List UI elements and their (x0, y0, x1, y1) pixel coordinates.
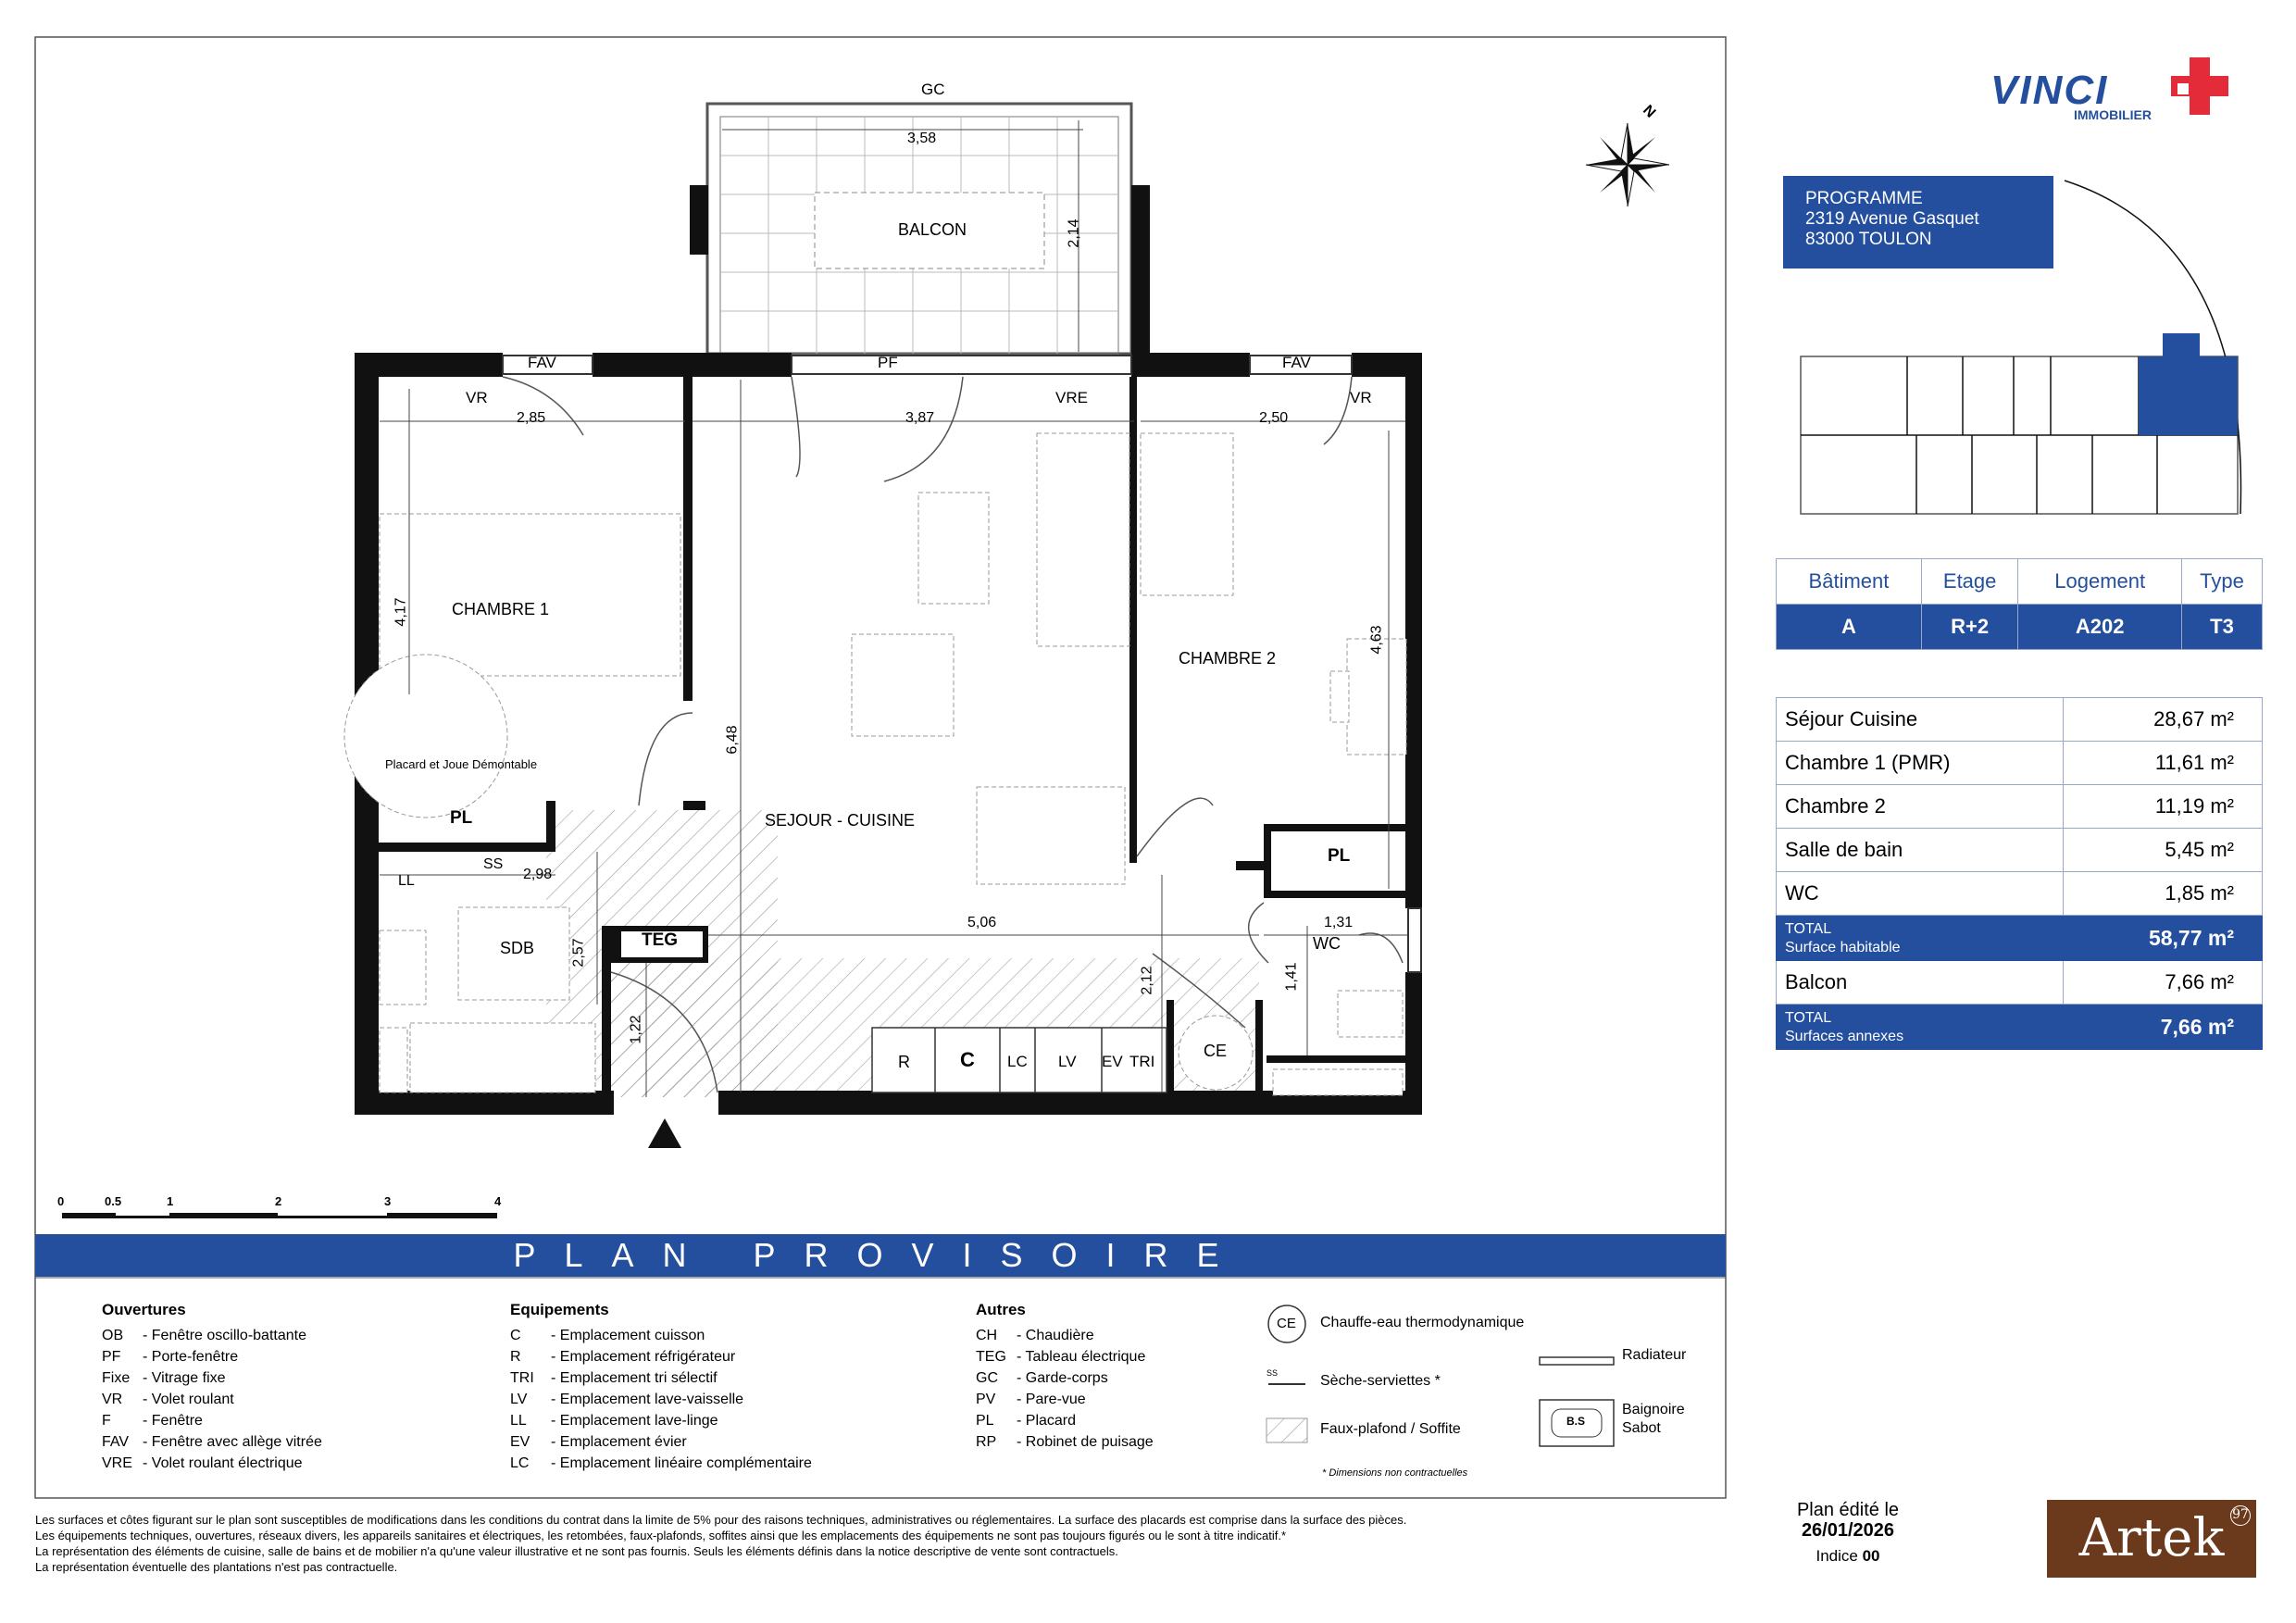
dim-2-57: 2,57 (570, 938, 587, 968)
indice-label: Indice (1816, 1547, 1858, 1565)
scale-0: 0 (57, 1194, 65, 1208)
legend-bs-code: B.S (1566, 1415, 1586, 1428)
legend-item-code: EV (510, 1434, 530, 1450)
legend-autres-title: Autres (976, 1301, 1026, 1318)
surface-value: 5,45 m² (2064, 829, 2263, 872)
total-habitable-line1: TOTAL (1785, 921, 1832, 937)
surface-label: Salle de bain (1777, 829, 2064, 872)
surface-value: 28,67 m² (2064, 698, 2263, 742)
legend-item (102, 1431, 322, 1453)
legend-ss-code: SS (1267, 1368, 1279, 1378)
legend-item-text: - Porte-fenêtre (143, 1349, 239, 1365)
surfaces-table (1776, 697, 2263, 1050)
legend-item (510, 1431, 812, 1453)
dim-4-63: 4,63 (1368, 625, 1385, 655)
dim-1-22: 1,22 (628, 1015, 644, 1044)
label-vre: VRE (1055, 389, 1088, 406)
programme-city: 83000 TOULON (1805, 230, 1932, 249)
legend-item-code: Fixe (102, 1370, 131, 1386)
dim-2-14: 2,14 (1066, 218, 1082, 248)
legend-item-code: F (102, 1413, 111, 1429)
label-lv: LV (1058, 1053, 1077, 1070)
disclaimer-line: Les équipements techniques, ouvertures, réseaux divers, les appareils sanitaires et électriques, les retombées, faux-plafonds, soffites ainsi que les emplacements des équipements ne sont pas toujours figurés ou le sont à titre indicatif.* (35, 1529, 1287, 1542)
info-header-row (1777, 559, 2263, 605)
total-annex-line2: Surfaces annexes (1785, 1029, 1904, 1044)
vinci-logo-text: VINCI (1990, 68, 2109, 113)
info-value-batiment: A (1777, 605, 1922, 650)
disclaimer (35, 1512, 1665, 1575)
legend-item-text: - Vitrage fixe (143, 1370, 226, 1386)
legend-item (976, 1431, 1154, 1453)
plan-provisoire-banner: PLAN PROVISOIRE (35, 1234, 1726, 1277)
surface-label: Chambre 2 (1777, 785, 2064, 829)
legend-item (510, 1410, 812, 1431)
legend-ce-text: Chauffe-eau thermodynamique (1320, 1315, 1525, 1330)
legend-item (976, 1325, 1154, 1346)
programme-box (1783, 176, 2053, 268)
label-c: C (960, 1048, 975, 1071)
legend-item-text: - Placard (1017, 1413, 1077, 1429)
edition-block (1778, 1500, 1918, 1567)
legend-item (102, 1325, 322, 1346)
disclaimer-line: La représentation éventuelle des plantations n'est pas contractuelle. (35, 1560, 398, 1574)
legend-item-code: GC (976, 1370, 998, 1386)
scale-2: 2 (275, 1194, 282, 1208)
label-ev: EV (1102, 1053, 1123, 1070)
legend-item-text: - Emplacement lave-linge (551, 1413, 718, 1429)
room-wc: WC (1313, 934, 1341, 953)
legend-item-text: - Volet roulant (143, 1392, 234, 1407)
legend-radiateur-symbol (1540, 1357, 1614, 1365)
total-habitable-label (1777, 916, 2064, 961)
legend-baignoire-text: Baignoire Sabot (1622, 1402, 1685, 1436)
label-r: R (898, 1053, 910, 1071)
legend-item (976, 1389, 1154, 1410)
total-habitable-value: 58,77 m² (2064, 916, 2263, 961)
scale-1: 1 (167, 1194, 174, 1208)
annex-row (1777, 961, 2263, 1005)
label-tri: TRI (1129, 1053, 1155, 1070)
key-plan-highlight (2139, 356, 2238, 435)
dim-2-85: 2,85 (517, 410, 546, 426)
legend-item-code: TRI (510, 1370, 534, 1386)
artek-name: Artek (2078, 1508, 2225, 1568)
legend-item-text: - Fenêtre oscillo-battante (143, 1328, 306, 1343)
info-header-batiment: Bâtiment (1777, 559, 1922, 605)
dim-3-58: 3,58 (907, 131, 937, 146)
dim-6-48: 6,48 (724, 725, 741, 755)
legend-item-text: - Chaudière (1017, 1328, 1094, 1343)
indice-value: 00 (1862, 1547, 1880, 1565)
legend-item-code: RP (976, 1434, 997, 1450)
legend-item-code: FAV (102, 1434, 130, 1450)
legend-item-text: - Fenêtre avec allège vitrée (143, 1434, 322, 1450)
logement-info-table (1776, 558, 2263, 650)
legend-item (102, 1346, 322, 1367)
info-value-etage: R+2 (1921, 605, 2018, 650)
legend-autres (976, 1301, 1154, 1453)
total-annex-value: 7,66 m² (2064, 1005, 2263, 1050)
legend-seche-text: Sèche-serviettes * (1320, 1373, 1441, 1389)
legend-item (976, 1346, 1154, 1367)
surface-row (1777, 872, 2263, 916)
room-pl-left: PL (450, 808, 473, 828)
annex-value: 7,66 m² (2064, 961, 2263, 1005)
entrance-arrow (648, 1118, 681, 1148)
label-lc: LC (1007, 1053, 1028, 1070)
total-annex-label (1777, 1005, 2064, 1050)
legend-item-code: LC (510, 1455, 530, 1471)
programme-address: 2319 Avenue Gasquet (1805, 209, 1979, 229)
surface-row (1777, 698, 2263, 742)
legend-item-text: - Robinet de puisage (1017, 1434, 1154, 1450)
legend-item-code: OB (102, 1328, 124, 1343)
artek-logo (2047, 1500, 2256, 1578)
label-vr-right: VR (1350, 389, 1372, 406)
label-pf: PF (878, 354, 898, 371)
legend-radiateur-text: Radiateur (1622, 1347, 1687, 1363)
legend-item (976, 1410, 1154, 1431)
legend-item-code: LV (510, 1392, 528, 1407)
dim-2-12: 2,12 (1139, 966, 1155, 995)
vinci-cross (2171, 57, 2228, 115)
disclaimer-line: La représentation des éléments de cuisine, salle de bains et de mobilier n'a qu'une valeur illustrative et ne sont pas fournis. Seuls les éléments définis dans la notice descriptive de vente sont contractuels. (35, 1544, 1118, 1558)
legend-item-text: - Emplacement réfrigérateur (551, 1349, 736, 1365)
legend-item-code: C (510, 1328, 521, 1343)
surface-label: WC (1777, 872, 2064, 916)
legend-item-code: CH (976, 1328, 998, 1343)
surface-row (1777, 785, 2263, 829)
total-habitable-row (1777, 916, 2263, 961)
label-north: N (1640, 102, 1659, 121)
legend-item-text: - Emplacement cuisson (551, 1328, 705, 1343)
room-sejour-cuisine: SEJOUR - CUISINE (765, 811, 916, 830)
edition-date: 26/01/2026 (1801, 1520, 1895, 1541)
legend-item (510, 1389, 812, 1410)
legend-item-code: R (510, 1349, 521, 1365)
legend-item (510, 1325, 812, 1346)
surface-row (1777, 742, 2263, 785)
legend-item-text: - Emplacement tri sélectif (551, 1370, 718, 1386)
dim-1-41: 1,41 (1283, 962, 1300, 992)
legend-item-text: - Emplacement évier (551, 1434, 687, 1450)
indice-line (1778, 1546, 1918, 1567)
room-ce: CE (1204, 1042, 1228, 1060)
surface-label: Séjour Cuisine (1777, 698, 2064, 742)
surface-label: Chambre 1 (PMR) (1777, 742, 2064, 785)
dim-2-50: 2,50 (1259, 410, 1289, 426)
legend-item-text: - Garde-corps (1017, 1370, 1108, 1386)
label-fav-left: FAV (528, 354, 556, 371)
legend-item (102, 1367, 322, 1389)
legend-item-code: TEG (976, 1349, 1006, 1365)
legend-item-code: PF (102, 1349, 121, 1365)
legend-equipements-list (510, 1325, 812, 1474)
info-header-logement: Logement (2018, 559, 2182, 605)
legend-dimensions-note: * Dimensions non contractuelles (1322, 1467, 1468, 1479)
info-value-row (1777, 605, 2263, 650)
surface-value: 11,19 m² (2064, 785, 2263, 829)
surface-row (1777, 829, 2263, 872)
dim-4-17: 4,17 (393, 597, 409, 627)
legend-ouvertures (102, 1301, 322, 1474)
legend-item-text: - Emplacement linéaire complémentaire (551, 1455, 812, 1471)
legend-item-code: PV (976, 1392, 996, 1407)
info-header-etage: Etage (1921, 559, 2018, 605)
room-balcon: BALCON (898, 220, 967, 239)
surface-value: 1,85 m² (2064, 872, 2263, 916)
dim-2-98: 2,98 (523, 867, 553, 882)
legend-hatch-symbol (1267, 1418, 1307, 1442)
legend-item-text: - Emplacement lave-vaisselle (551, 1392, 744, 1407)
legend-item-text: - Volet roulant électrique (143, 1455, 303, 1471)
room-pl-right: PL (1328, 846, 1351, 866)
legend-ouvertures-title: Ouvertures (102, 1301, 186, 1318)
scale-0-5: 0.5 (105, 1194, 122, 1208)
legend-item (102, 1453, 322, 1474)
legend-autres-list (976, 1325, 1154, 1453)
total-habitable-line2: Surface habitable (1785, 940, 1901, 955)
dim-3-87: 3,87 (905, 410, 935, 426)
disclaimer-line: Les surfaces et côtes figurant sur le plan sont susceptibles de modifications dans les conditions du contrat dans la limite de 5% pour des raisons techniques, administratives ou réglementaires. La surface des placards est comprise dans la surface des pièces. (35, 1513, 1407, 1527)
room-chambre-2: CHAMBRE 2 (1179, 649, 1277, 668)
total-annex-line1: TOTAL (1785, 1010, 1832, 1026)
legend-item (510, 1367, 812, 1389)
legend-item (102, 1410, 322, 1431)
compass-rose (1586, 123, 1669, 206)
legend-item (976, 1367, 1154, 1389)
legend-faux-text: Faux-plafond / Soffite (1320, 1421, 1461, 1437)
label-fav-right: FAV (1282, 354, 1311, 371)
label-ll: LL (398, 873, 415, 889)
total-annex-row (1777, 1005, 2263, 1050)
legend-item-text: - Pare-vue (1017, 1392, 1086, 1407)
legend-item-text: - Tableau électrique (1017, 1349, 1146, 1365)
legend-equipements (510, 1301, 812, 1474)
legend-item-code: LL (510, 1413, 527, 1429)
legend-item (102, 1389, 322, 1410)
info-value-type: T3 (2181, 605, 2262, 650)
room-chambre-1: CHAMBRE 1 (452, 600, 550, 618)
scale-bar (62, 1213, 497, 1218)
legend-item-code: PL (976, 1413, 994, 1429)
legend-item (510, 1346, 812, 1367)
artek-badge: 97 (2230, 1505, 2251, 1526)
annex-label: Balcon (1777, 961, 2064, 1005)
dim-5-06: 5,06 (967, 915, 997, 930)
label-vr-left: VR (466, 389, 488, 406)
info-header-type: Type (2181, 559, 2262, 605)
dim-1-31: 1,31 (1324, 915, 1354, 930)
edition-label: Plan édité le (1796, 1500, 1900, 1520)
programme-title: PROGRAMME (1805, 189, 1923, 208)
legend-ce-code: CE (1277, 1316, 1296, 1331)
label-placard: Placard et Joue Démontable (385, 757, 538, 771)
legend-equipements-title: Equipements (510, 1301, 609, 1318)
legend-item-code: VR (102, 1392, 123, 1407)
scale-4: 4 (494, 1194, 502, 1208)
legend-item-text: - Fenêtre (143, 1413, 203, 1429)
legend-item (510, 1453, 812, 1474)
vinci-logo-sub: IMMOBILIER (2074, 107, 2152, 122)
room-teg: TEG (642, 930, 679, 950)
label-ss: SS (483, 856, 504, 872)
legend-item-code: VRE (102, 1455, 132, 1471)
legend-ouvertures-list (102, 1325, 322, 1474)
room-sdb: SDB (500, 939, 535, 957)
info-value-logement: A202 (2018, 605, 2182, 650)
surface-value: 11,61 m² (2064, 742, 2263, 785)
label-gc: GC (921, 81, 945, 98)
scale-3: 3 (384, 1194, 392, 1208)
